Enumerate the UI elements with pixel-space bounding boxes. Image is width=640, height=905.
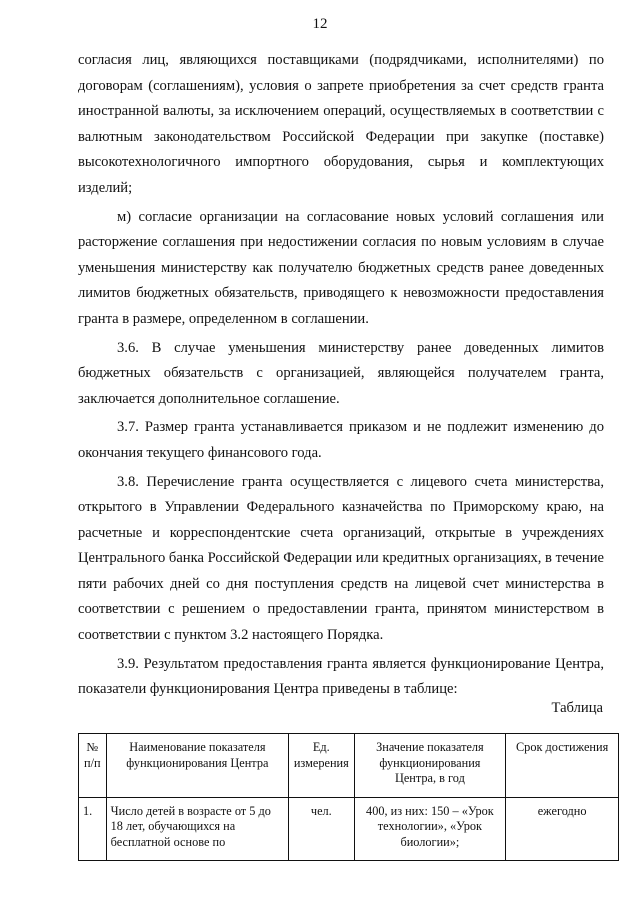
table-header-row xyxy=(79,734,619,798)
paragraph-continuation: согласия лиц, являющихся поставщиками (подрядчиками, исполнителями) по договорам (соглашениям), условия о запрете приобретения за счет средств гранта иностранной валюты, за исключением операций, осуществляемых в соответствии с валютным законодательством Российской Федерации при закупке (поставке) высокотехнологичного импортного оборудования, сырья и комплектующих изделий; xyxy=(78,52,604,196)
cell-deadline: ежегодно xyxy=(506,797,619,861)
paragraph-3-7: 3.7. Размер гранта устанавливается приказом и не подлежит изменению до окончания текущего финансового года. xyxy=(78,419,604,461)
cell-num: 1. xyxy=(79,797,107,861)
cell-value: 400, из них: 150 – «Урок технологии», «Урок биологии»; xyxy=(354,797,506,861)
header-name: Наименование показателя функционирования Центра xyxy=(106,734,288,798)
header-unit: Ед. измерения xyxy=(289,734,355,798)
header-deadline: Срок достижения xyxy=(506,734,619,798)
header-num: № п/п xyxy=(79,734,107,798)
paragraph-item-m: м) согласие организации на согласование новых условий соглашения или расторжение соглашения при недостижении согласия по новым условиям в случае уменьшения министерству как получателю бюджетных средств ранее доведенных лимитов бюджетных обязательств, приводящего к невозможности предоставления гранта в размере, определенном в соглашении. xyxy=(78,208,604,327)
paragraph-3-9: 3.9. Результатом предоставления гранта является функционирование Центра, показатели функционирования Центра приведены в таблице: xyxy=(78,655,604,698)
paragraph-3-6: 3.6. В случае уменьшения министерству ранее доведенных лимитов бюджетных обязательств с организацией, являющейся получателем гранта, заключается дополнительное соглашение. xyxy=(78,339,604,407)
table-caption: Таблица xyxy=(551,700,603,716)
page-number: 12 xyxy=(312,16,328,32)
indicators-table xyxy=(78,733,619,861)
table-row xyxy=(79,797,619,861)
paragraph-3-8: 3.8. Перечисление гранта осуществляется с лицевого счета министерства, открытого в Управлении Федерального казначейства по Приморскому краю, на расчетные и корреспондентские счета организаций, открытые в учреждениях Центрального банка Российской Федерации или кредитных организациях, в течение пяти рабочих дней со дня поступления средств на лицевой счет министерства в соответствии с решением о предоставлении гранта, принятом министерством в соответствии с пунктом 3.2 настоящего Порядка. xyxy=(78,473,604,644)
cell-unit: чел. xyxy=(289,797,355,861)
header-value: Значение показателя функционирования Центра, в год xyxy=(354,734,506,798)
cell-name: Число детей в возрасте от 5 до 18 лет, обучающихся на бесплатной основе по xyxy=(106,797,288,861)
document-body xyxy=(78,48,604,703)
